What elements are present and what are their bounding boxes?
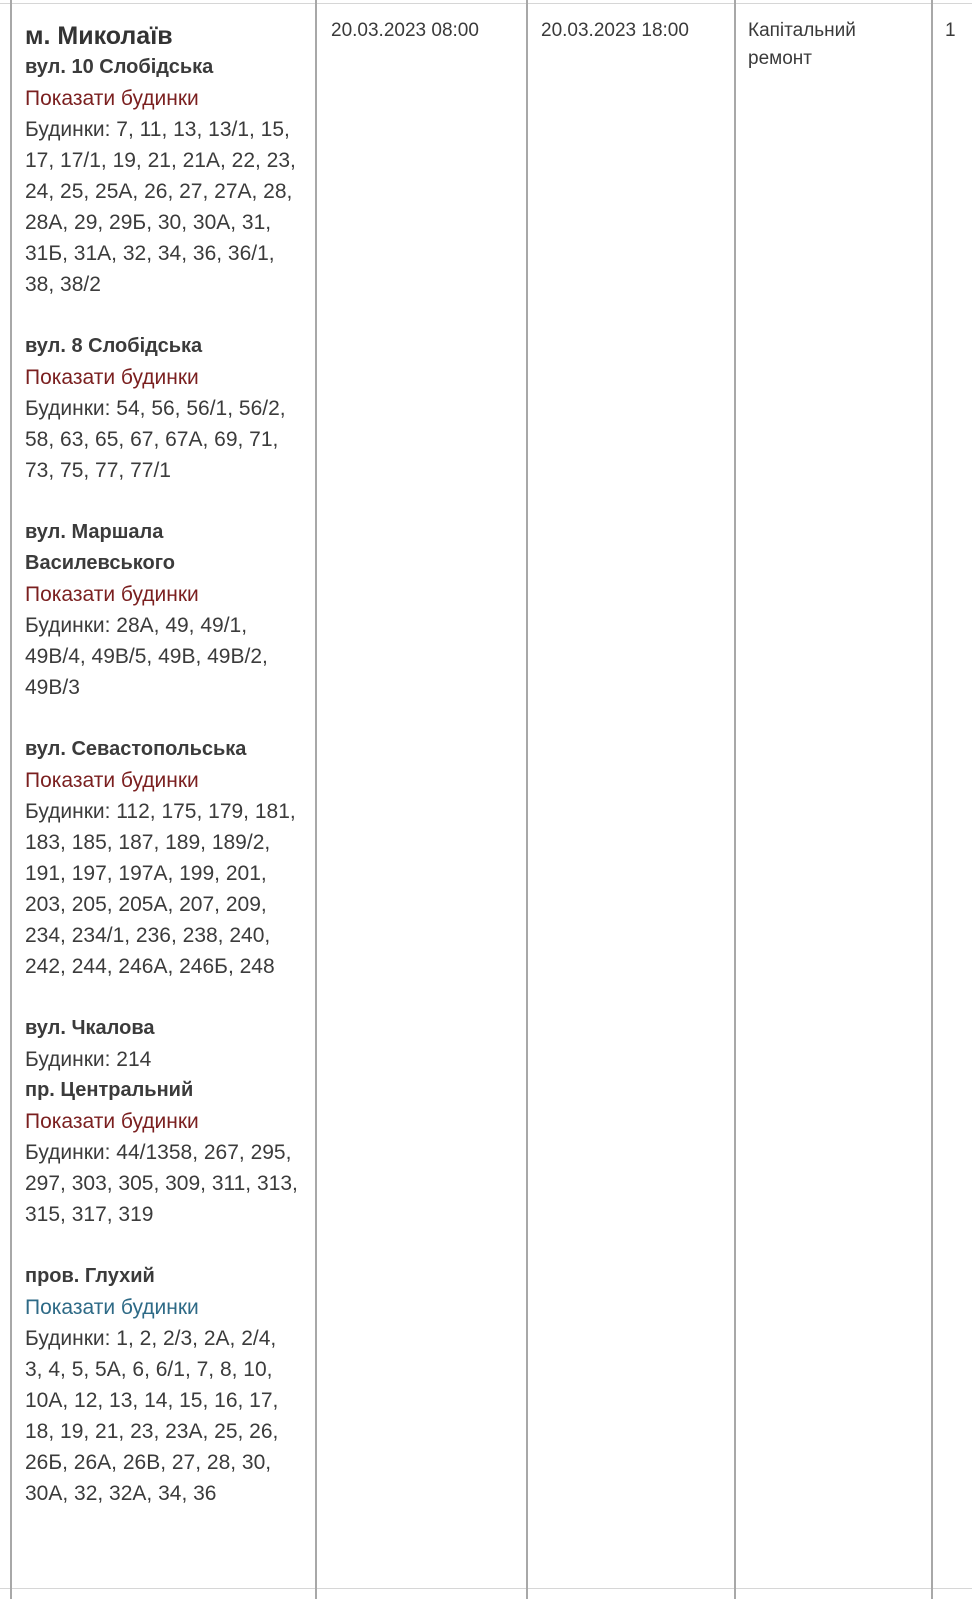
street-name bbox=[25, 517, 310, 579]
show-houses-link[interactable]: Показати будинки bbox=[25, 583, 199, 606]
houses-line: 297, 303, 305, 309, 311, 313, bbox=[25, 1172, 298, 1195]
houses-line: 38, 38/2 bbox=[25, 273, 101, 296]
column-border-type bbox=[931, 0, 933, 1599]
houses-line: 73, 75, 77, 77/1 bbox=[25, 459, 171, 482]
street-block bbox=[25, 734, 310, 982]
houses-line: 26Б, 26А, 26В, 27, 28, 30, bbox=[25, 1451, 272, 1474]
houses-line: Будинки: 1, 2, 2/3, 2А, 2/4, bbox=[25, 1327, 277, 1350]
street-name: вул. Севастопольська bbox=[25, 738, 247, 760]
houses-line: 49В/4, 49В/5, 49В, 49В/2, bbox=[25, 645, 268, 668]
houses-list bbox=[25, 114, 310, 300]
street-name-line: вул. Маршала bbox=[25, 521, 164, 543]
street-name: вул. Чкалова bbox=[25, 1017, 155, 1039]
houses-line: Будинки: 7, 11, 13, 13/1, 15, bbox=[25, 118, 290, 141]
show-houses-link[interactable]: Показати будинки bbox=[25, 366, 199, 389]
houses-line: 203, 205, 205А, 207, 209, bbox=[25, 893, 267, 916]
houses-list bbox=[25, 1323, 310, 1509]
end-time-cell: 20.03.2023 18:00 bbox=[541, 20, 689, 41]
next-column-cell-clipped: 1 bbox=[945, 20, 956, 41]
houses-line: 18, 19, 21, 23, 23А, 25, 26, bbox=[25, 1420, 279, 1443]
houses-line: 10А, 12, 13, 14, 15, 16, 17, bbox=[25, 1389, 279, 1412]
street-name: пр. Центральний bbox=[25, 1079, 194, 1101]
houses-line: 3, 4, 5, 5А, 6, 6/1, 7, 8, 10, bbox=[25, 1358, 273, 1381]
houses-line: 31Б, 31А, 32, 34, 36, 36/1, bbox=[25, 242, 275, 265]
street-block bbox=[25, 52, 310, 300]
show-houses-link[interactable]: Показати будинки bbox=[25, 1296, 199, 1319]
outage-type-cell: Капітальний ремонт bbox=[748, 20, 856, 69]
houses-list bbox=[25, 610, 310, 703]
houses-line: 30А, 32, 32А, 34, 36 bbox=[25, 1482, 217, 1505]
start-time-cell: 20.03.2023 08:00 bbox=[331, 20, 479, 41]
street-block bbox=[25, 517, 310, 703]
show-houses-link[interactable]: Показати будинки bbox=[25, 769, 199, 792]
show-houses-link[interactable]: Показати будинки bbox=[25, 87, 199, 110]
houses-line: 17, 17/1, 19, 21, 21А, 22, 23, bbox=[25, 149, 296, 172]
houses-line: 242, 244, 246А, 246Б, 248 bbox=[25, 955, 275, 978]
street-name: вул. 8 Слобідська bbox=[25, 335, 203, 357]
houses-line: 58, 63, 65, 67, 67А, 69, 71, bbox=[25, 428, 279, 451]
houses-line: 191, 197, 197А, 199, 201, bbox=[25, 862, 267, 885]
street-name-line: Василевського bbox=[25, 552, 176, 574]
houses-line: 315, 317, 319 bbox=[25, 1203, 154, 1226]
houses-line: Будинки: 44/1358, 267, 295, bbox=[25, 1141, 292, 1164]
address-cell bbox=[25, 18, 310, 1509]
row-top-border bbox=[0, 3, 972, 4]
houses-list bbox=[25, 796, 310, 982]
street-block bbox=[25, 1013, 310, 1075]
houses-line: Будинки: 214 bbox=[25, 1048, 152, 1071]
street-block bbox=[25, 331, 310, 486]
row-bottom-border bbox=[0, 1588, 972, 1589]
column-border-left bbox=[10, 0, 12, 1599]
show-houses-link[interactable]: Показати будинки bbox=[25, 1110, 199, 1133]
street-block bbox=[25, 1075, 310, 1230]
houses-list bbox=[25, 393, 310, 486]
street-name: вул. 10 Слобідська bbox=[25, 56, 214, 78]
houses-line: 183, 185, 187, 189, 189/2, bbox=[25, 831, 271, 854]
houses-line: 49В/3 bbox=[25, 676, 80, 699]
houses-line: 24, 25, 25А, 26, 27, 27А, 28, bbox=[25, 180, 293, 203]
houses-list bbox=[25, 1137, 310, 1230]
column-border-start bbox=[526, 0, 528, 1599]
street-block bbox=[25, 1261, 310, 1509]
houses-line: Будинки: 28А, 49, 49/1, bbox=[25, 614, 248, 637]
houses-line: Будинки: 112, 175, 179, 181, bbox=[25, 800, 296, 823]
houses-list bbox=[25, 1044, 310, 1075]
column-border-end bbox=[734, 0, 736, 1599]
houses-line: 234, 234/1, 236, 238, 240, bbox=[25, 924, 271, 947]
column-border-address bbox=[315, 0, 317, 1599]
street-name: пров. Глухий bbox=[25, 1265, 155, 1287]
city-name: м. Миколаїв bbox=[25, 22, 173, 50]
houses-line: 28А, 29, 29Б, 30, 30А, 31, bbox=[25, 211, 272, 234]
houses-line: Будинки: 54, 56, 56/1, 56/2, bbox=[25, 397, 286, 420]
